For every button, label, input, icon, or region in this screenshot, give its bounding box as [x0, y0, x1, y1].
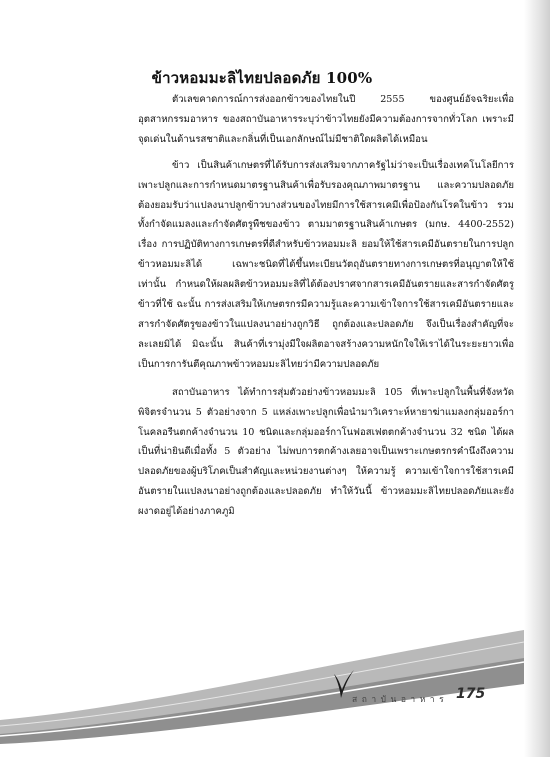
page-number: 175 [456, 686, 486, 702]
paragraph-3: สถาบันอาหาร ได้ทำการสุ่มตัวอย่างข้าวหอมมะลิ 105 ที่เพาะปลูกในพื้นที่จังหวัดพิจิตรจำนวน 5 ตัวอย่างจาก 5 แหล่งเพาะปลูกเพื่อนำมาวิเคราะห์หายาฆ่าแมลงกลุ่มออร์กาโนคลอรีนตกค้างจำนวน 10 ชนิดและกลุ่มออร์กาโนฟอสเฟตตกค้างจำนวน 32 ชนิด ได้ผลเป็นที่น่ายินดีเมื่อทั้ง 5 ตัวอย่าง ไม่พบการตกค้างเลยอาจเป็นเพราะเกษตรกรคำนึงถึงความปลอดภัยของผู้บริโภคเป็นสำคัญและหน่วยงานต่างๆ ให้ความรู้ ความเข้าใจการใช้สารเคมีอันตรายในแปลงนาอย่างถูกต้องและปลอดภัย ทำให้วันนี้ ข้าวหอมมะลิไทยปลอดภัยและยังผงาดอยู่ได้อย่างภาคภูมิ [138, 386, 514, 518]
page-edge-shadow [524, 0, 550, 757]
paragraph-1: ตัวเลขคาดการณ์การส่งออกข้าวของไทยในปี 2555 ของศูนย์อัจฉริยะเพื่ออุตสาหกรรมอาหาร ของสถาบันอาหารระบุว่าข้าวไทยยังมีความต้องการจากทั่วโลก เพราะมีจุดเด่นในด้านรสชาติและกลิ่นที่เป็นเอกลักษณ์ไม่มีชาติใดผลิตได้เหมือน [138, 94, 514, 145]
article-body [138, 90, 514, 528]
article-title: ข้าวหอมมะลิไทยปลอดภัย 100% [151, 69, 373, 87]
paragraph-2: ข้าว เป็นสินค้าเกษตรที่ได้รับการส่งเสริมจากภาครัฐไม่ว่าจะเป็นเรื่องเทคโนโลยีการเพาะปลูกและการกำหนดมาตรฐานสินค้าเพื่อรับรองคุณภาพมาตรฐาน และความปลอดภัย ต้องยอมรับว่าแปลงนาปลูกข้าวบางส่วนของไทยมีการใช้สารเคมีเพื่อป้องกันโรคในข้าว รวมทั้งกำจัดแมลงและกำจัดศัตรูพืชของข้าว ตามมาตรฐานสินค้าเกษตร (มกษ. 4400-2552) เรื่อง การปฏิบัติทางการเกษตรที่ดีสำหรับข้าวหอมมะลิ ยอมให้ใช้สารเคมีอันตรายในการปลูกข้าวหอมมะลิได้ เฉพาะชนิดที่ได้ขึ้นทะเบียนวัตถุอันตรายทางการเกษตรที่อนุญาตให้ใช้เท่านั้น กำหนดให้ผลผลิตข้าวหอมมะลิที่ได้ต้องปราศจากสารเคมีอันตรายและสารกำจัดศัตรูข้าวที่ใช้ ฉะนั้น การส่งเสริมให้เกษตรกรมีความรู้และความเข้าใจการใช้สารเคมีอันตรายและสารกำจัดศัตรูของข้าวในแปลงนาอย่างถูกวิธี ถูกต้องและปลอดภัย จึงเป็นเรื่องสำคัญที่จะละเลยมิได้ มิฉะนั้น สินค้าที่เรามุ่งมีใจผลิตอาจสร้างความหนักใจให้เราได้ในระยะยาวเพื่อเป็นการการันตีคุณภาพข้าวหอมมะลิไทยว่ามีความปลอดภัย [138, 159, 514, 370]
publisher-name: สถาบันอาหาร [352, 695, 449, 705]
